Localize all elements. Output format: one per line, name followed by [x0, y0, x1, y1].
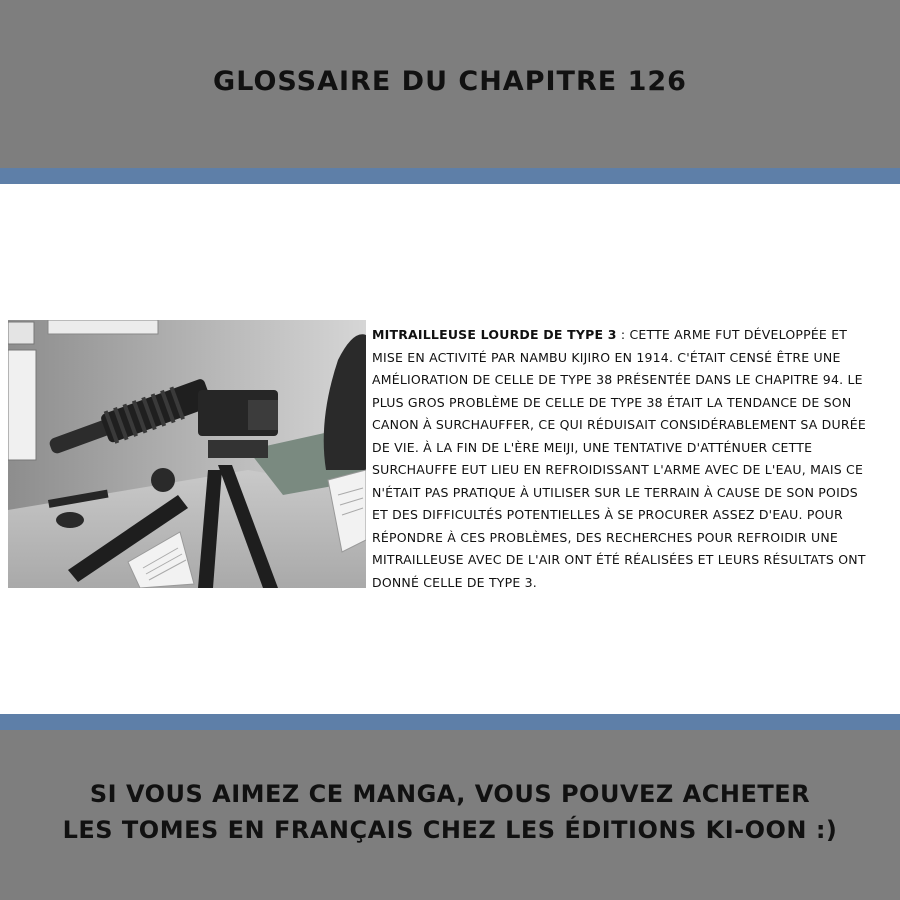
footer-line-1: SI VOUS AIMEZ CE MANGA, VOUS POUVEZ ACHETER	[89, 780, 811, 808]
glossary-entry	[372, 324, 878, 594]
glossary-term: MITRAILLEUSE LOURDE DE TYPE 3	[372, 327, 617, 342]
glossary-definition: CETTE ARME FUT DÉVELOPPÉE ET MISE EN ACTIVITÉ PAR NAMBU KIJIRO EN 1914. C'ÉTAIT CENSÉ ÊTRE UNE AMÉLIORATION DE CELLE DE TYPE 38 PRÉSENTÉE DANS LE CHAPITRE 94. LE PLUS GROS PROBLÈME DE CELLE DE TYPE 38 ÉTAIT LA TENDANCE DE SON CANON À SURCHAUFFER, CE QUI RÉDUISAIT CONSIDÉRABLEMENT SA DURÉE DE VIE. À LA FIN DE L'ÈRE MEIJI, UNE TENTATIVE D'ATTÉNUER CETTE SURCHAUFFE EUT LIEU EN REFROIDISSANT L'ARME AVEC DE L'EAU, MAIS CE N'ÉTAIT PAS PRATIQUE À UTILISER SUR LE TERRAIN À CAUSE DE SON POIDS ET DES DIFFICULTÉS POTENTIELLES À SE PROCURER ASSEZ D'EAU. POUR RÉPONDRE À CES PROBLÈMES, DES RECHERCHES POUR REFROIDIR UNE MITRAILLEUSE AVEC DE L'AIR ONT ÉTÉ RÉALISÉES ET LEURS RÉSULTATS ONT DONNÉ CELLE DE TYPE 3.	[372, 327, 866, 590]
footer-panel	[0, 730, 900, 900]
header-panel	[0, 0, 900, 168]
footer-line-2: LES TOMES EN FRANÇAIS CHEZ LES ÉDITIONS KI-OON :)	[62, 816, 838, 844]
machine-gun-photo	[8, 320, 366, 588]
accent-band-bottom	[0, 714, 900, 730]
accent-band-top	[0, 168, 900, 184]
glossary-separator: :	[616, 327, 630, 342]
page-title: GLOSSAIRE DU CHAPITRE 126	[213, 66, 687, 97]
footer-message	[0, 776, 900, 848]
